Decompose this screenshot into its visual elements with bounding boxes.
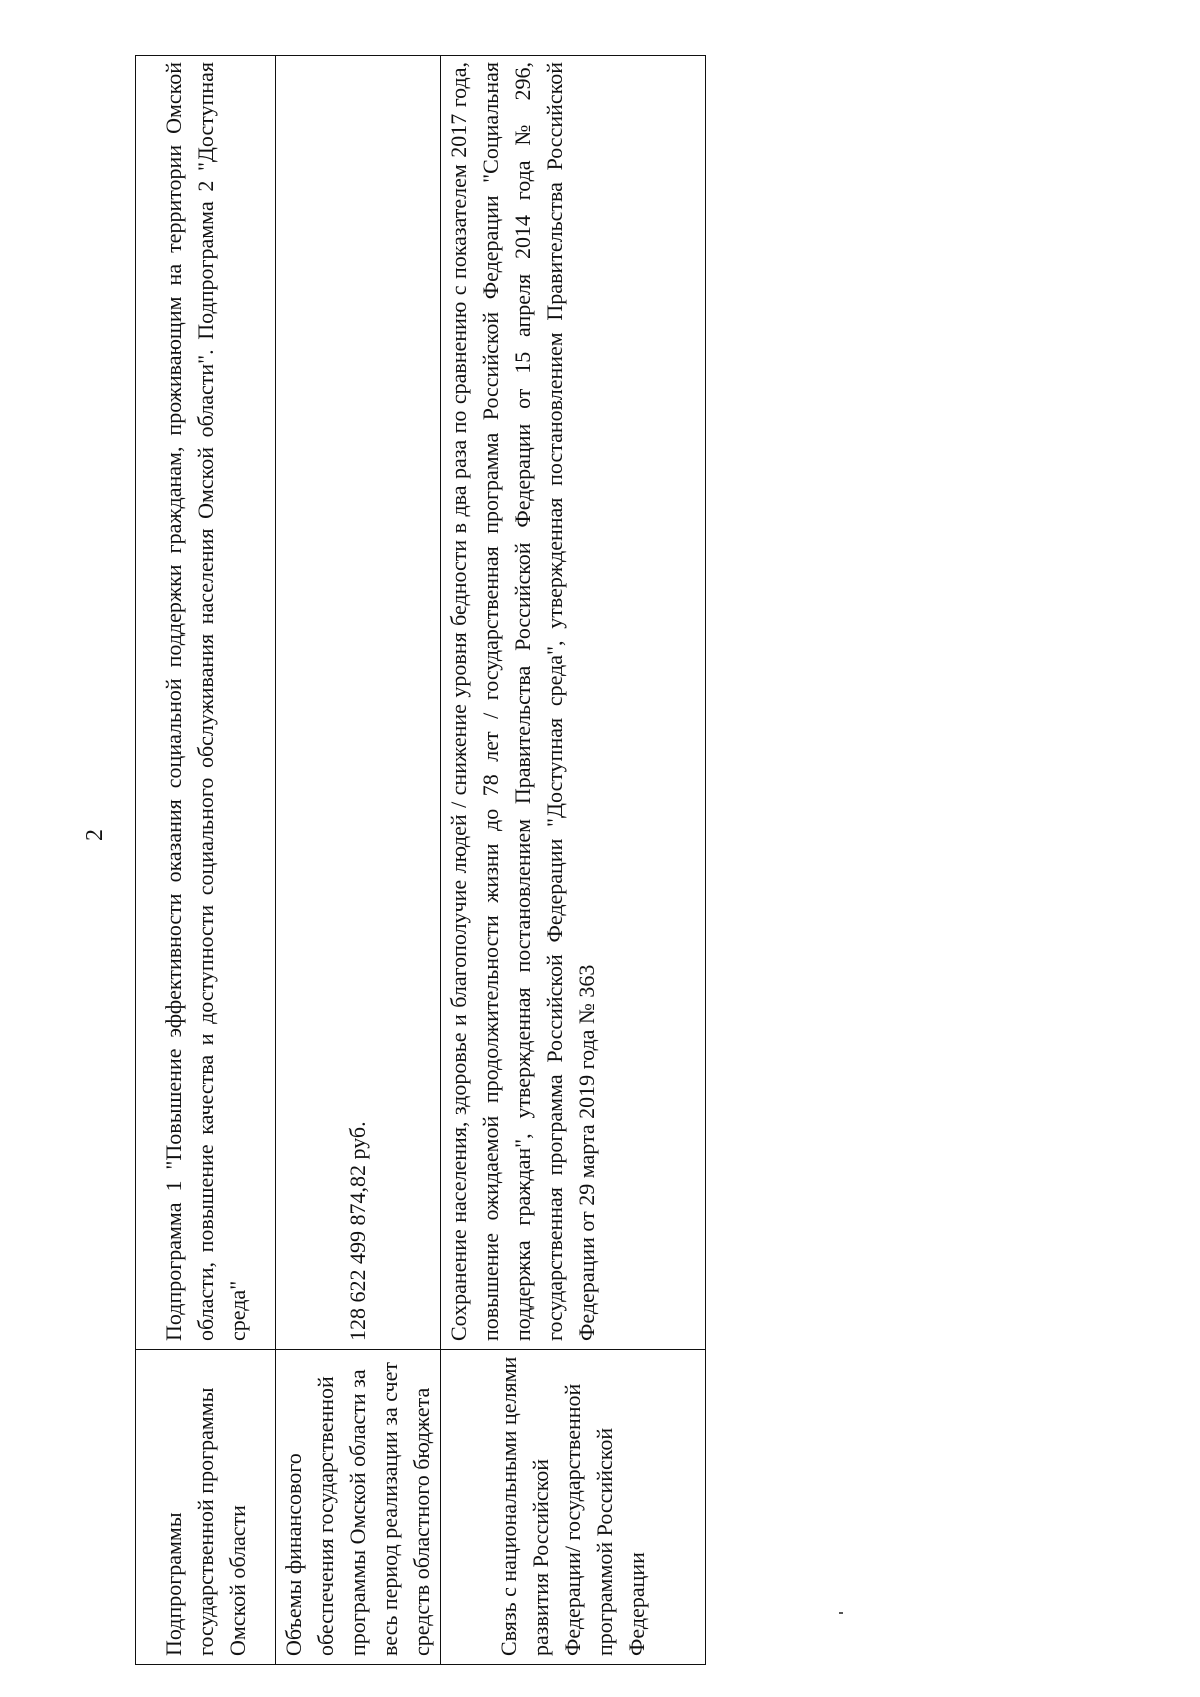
row-label-finance: Объемы финансового обеспечения государственной программы Омской области за весь период реализации за счет средств областного бюджета — [281, 1362, 434, 1656]
table-cell-value — [276, 56, 441, 1350]
program-passport-table-wrapper — [135, 55, 670, 1665]
table-cell-value — [136, 56, 276, 1350]
page-number: 2 — [81, 829, 108, 841]
scan-speck — [839, 1612, 843, 1614]
row-label-national-goals: Связь с национальными целями развития Российской Федерации/ государственной программой Российской Федерации — [496, 1356, 649, 1656]
row-value-finance: 128 622 499 874,82 руб. — [345, 1121, 370, 1341]
table-row-subprograms — [136, 56, 276, 1665]
table-cell-label — [441, 1350, 706, 1665]
table-cell-label — [136, 1350, 276, 1665]
table-cell-value — [441, 56, 706, 1350]
table-row-finance — [276, 56, 441, 1665]
table-cell-label — [276, 1350, 441, 1665]
row-label-subprograms: Подпрограммы государственной программы Омской области — [160, 1387, 250, 1656]
row-value-national-goals: Сохранение населения, здоровье и благополучие людей / снижение уровня бедности в два раза по сравнению с показателем 2017 года, повышение ожидаемой продолжительности жизни до 78 лет / государственная программа Российской Федерации "Социальная поддержка граждан", утвержденная постановлением Правительства Российской Федерации от 15 апреля 2014 года № 296, государственная программа Российской Федерации "Доступная среда", утвержденная постановлением Правительства Российской Федерации от 29 марта 2019 года № 363 — [446, 62, 599, 1341]
program-passport-table — [135, 55, 706, 1665]
row-value-subprograms: Подпрограмма 1 "Повышение эффективности оказания социальной поддержки гражданам, проживающим на территории Омской области, повышение качества и доступности социального обслуживания населения Омской области". Подпрограмма 2 "Доступная среда" — [160, 62, 250, 1341]
table-row-national-goals — [441, 56, 706, 1665]
